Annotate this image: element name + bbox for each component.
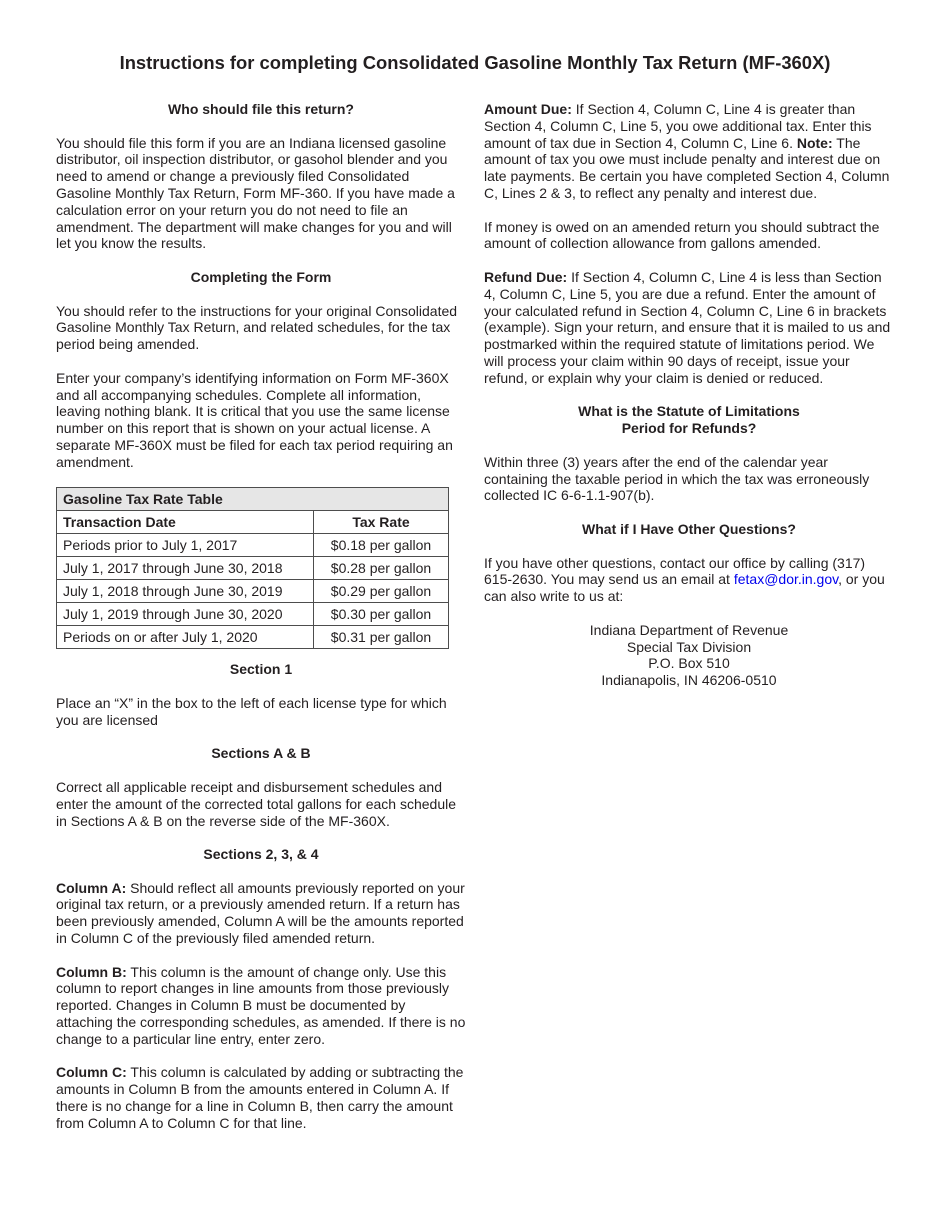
gasoline-tax-rate-table (56, 487, 449, 649)
left-column (56, 101, 466, 1148)
who-should-file-text: You should file this form if you are an Indiana licensed gasoline distributor, oil inspection distributor, or gasohol blender and you need to amend or change a previously filed Consolidated Gasoline Monthly Tax Return, Form MF-360. If you have made a calculation error on your return you do not need to file an amendment. The department will make changes for you and will let you know the results. (56, 134, 455, 252)
amount-due-label: Amount Due: (484, 101, 572, 117)
column-c-paragraph (56, 1064, 466, 1131)
table-row (57, 580, 449, 603)
sections-a-b-heading: Sections A & B (211, 745, 311, 762)
table-row (57, 534, 449, 557)
completing-form-heading: Completing the Form (190, 268, 332, 285)
rate-row-rate: $0.30 per gallon (314, 603, 449, 626)
section-1-heading: Section 1 (229, 661, 293, 678)
table-row (57, 557, 449, 580)
statute-heading-line-1: What is the Statute of Limitations (578, 403, 800, 420)
mailing-address (484, 622, 894, 689)
refund-due-label: Refund Due: (484, 268, 568, 285)
rate-row-date: July 1, 2019 through June 30, 2020 (57, 603, 314, 626)
amount-due-text-2: The amount of tax you owe must include penalty and interest due on late payments. Be certain you have completed Section 4, Column C, Lines 2 & 3, to reflect any penalty and interest due. (484, 134, 890, 201)
money-owed-text: If money is owed on an amended return you should subtract the amount of collection allowance from gallons amended. (484, 218, 880, 252)
column-b-label: Column B: (56, 963, 127, 980)
sections-a-b-text: Correct all applicable receipt and disbursement schedules and enter the amount of the corrected total gallons for each schedule in Sections A & B on the reverse side of the MF-360X. (56, 778, 457, 829)
statute-of-limitations-heading (484, 403, 894, 437)
rate-table-header-date: Transaction Date (57, 511, 314, 534)
rate-table-header-rate: Tax Rate (314, 511, 449, 534)
rate-row-rate: $0.29 per gallon (314, 580, 449, 603)
column-b-paragraph (56, 964, 466, 1048)
statute-heading-line-2: Period for Refunds? (621, 420, 757, 437)
column-b-text: This column is the amount of change only. Use this column to report changes in line amounts from those previously reported. Changes in Column B must be documented by attaching the corresponding schedules, as amended. If there is no change to a particular line entry, enter zero. (56, 963, 466, 1047)
column-a-label: Column A: (56, 879, 127, 896)
refund-due-paragraph (484, 269, 894, 387)
rate-row-date: July 1, 2017 through June 30, 2018 (57, 557, 314, 580)
rate-row-rate: $0.31 per gallon (314, 626, 449, 649)
note-label: Note: (796, 134, 833, 151)
completing-form-text-2: Enter your company’s identifying information on Form MF-360X and all accompanying schedules. Complete all information, leaving nothing blank. It is critical that you use the same license number on this report that is shown on your actual license. A separate MF-360X must be filed for each tax period requiring an amendment. (56, 369, 453, 470)
address-line-1: Indiana Department of Revenue (589, 621, 789, 638)
address-line-2: Special Tax Division (626, 638, 752, 655)
questions-text-2: , or you can also write to us at: (484, 571, 885, 605)
rate-row-date: Periods prior to July 1, 2017 (57, 534, 314, 557)
refund-due-text: If Section 4, Column C, Line 4 is less than Section 4, Column C, Line 5, you are due a refund. Enter the amount of your calculated refund in Section 4, Column C, Line 6 in brackets (example). Sign your return, and ensure that it is mailed to us and postmarked within the required statute of limitations period. We will process your claim within 90 days of receipt, issue your refund, or explain why your claim is denied or reduced. (484, 268, 891, 386)
other-questions-paragraph (484, 555, 894, 605)
amount-due-text-1: If Section 4, Column C, Line 4 is greater than Section 4, Column C, Line 5, you owe additional tax. Enter this amount of tax due in Section 4, Column C, Line 6. (484, 101, 872, 151)
column-a-paragraph (56, 880, 466, 947)
completing-form-text-1: You should refer to the instructions for your original Consolidated Gasoline Monthly Tax Return, and related schedules, for the tax period being amended. (56, 302, 458, 353)
statute-text: Within three (3) years after the end of the calendar year containing the taxable period in which the tax was erroneously collected IC 6-6-1.1-907(b). (484, 453, 870, 504)
table-row (57, 603, 449, 626)
table-row (57, 626, 449, 649)
column-c-text: This column is calculated by adding or subtracting the amounts in Column B from the amounts entered in Column A. If there is no change for a line in Column B, then carry the amount from Column A to Column C for that line. (56, 1064, 464, 1131)
who-should-file-heading: Who should file this return? (168, 101, 354, 117)
column-a-text: Should reflect all amounts previously reported on your original tax return, or a previously amended return. If a return has been previously amended, Column A will be the amounts reported in Column C of the previously filed amended return. (56, 879, 465, 947)
rate-row-rate: $0.28 per gallon (314, 557, 449, 580)
amount-due-paragraph (484, 101, 894, 202)
column-c-label: Column C: (56, 1064, 127, 1081)
rate-row-rate: $0.18 per gallon (314, 534, 449, 557)
address-line-3: P.O. Box 510 (648, 655, 730, 672)
rate-row-date: Periods on or after July 1, 2020 (57, 626, 314, 649)
rate-table-caption: Gasoline Tax Rate Table (57, 488, 449, 511)
other-questions-heading: What if I Have Other Questions? (582, 520, 796, 537)
right-column (484, 101, 894, 689)
address-line-4: Indianapolis, IN 46206-0510 (601, 672, 777, 689)
rate-row-date: July 1, 2018 through June 30, 2019 (57, 580, 314, 603)
page-title: Instructions for completing Consolidated Gasoline Monthly Tax Return (MF-360X) (119, 52, 831, 73)
sections-2-3-4-heading: Sections 2, 3, & 4 (203, 846, 319, 863)
questions-text-1: If you have other questions, contact our office by calling (317) 615-2630. You may send us an email at (484, 554, 866, 588)
section-1-text: Place an “X” in the box to the left of each license type for which you are licensed (56, 694, 447, 728)
email-link[interactable]: fetax@dor.in.gov (733, 571, 839, 588)
